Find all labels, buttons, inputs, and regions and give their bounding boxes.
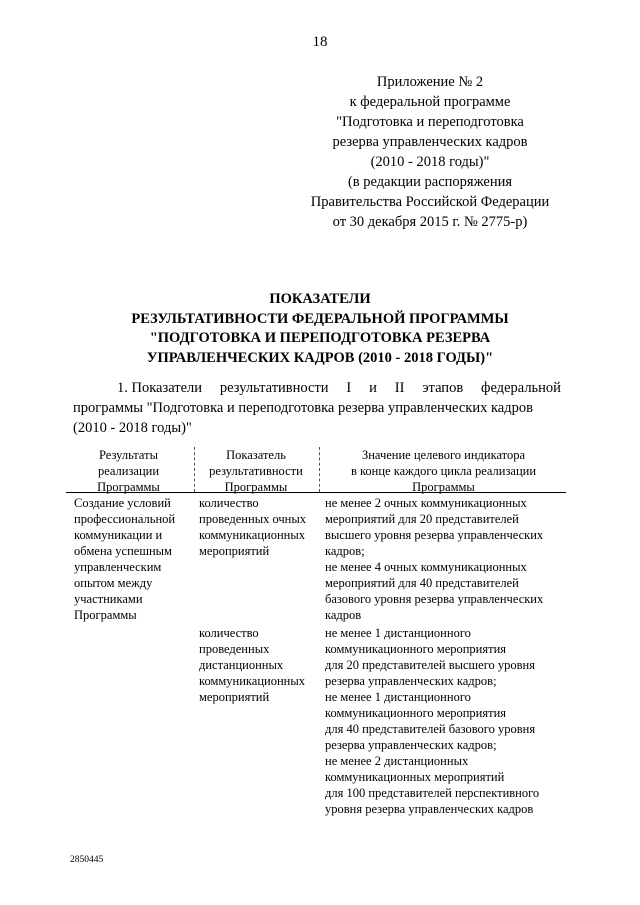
intro-word: этапов [422,380,464,396]
header-indicator [196,447,316,495]
cell-line: резерва управленческих кадров; [325,674,497,688]
cell-line: обмена успешным [74,544,172,558]
header-line: Значение целевого индикатора [361,448,526,462]
cell-line: коммуникационных [199,674,305,688]
intro-word: II [394,380,405,396]
intro-line-2: программы "Подготовка и переподготовка резерва управленческих кадров [73,400,533,416]
cell-line: базового уровня резерва управленческих [325,592,544,606]
cell-line: не менее 1 дистанционного [325,626,471,640]
cell-value [325,625,570,817]
intro-line-1 [73,378,561,398]
cell-line: кадров; [325,544,365,558]
cell-line: коммуникационных мероприятий [325,770,505,784]
cell-line: управленческим [74,560,162,574]
appendix-line: от 30 декабря 2015 г. № 2775-р) [332,214,528,230]
table-row [66,625,566,825]
cell-line: для 40 представителей базового уровня [325,722,536,736]
cell-result [74,495,194,623]
intro-word: результативности [219,380,329,396]
appendix-line: (в редакции распоряжения [347,174,513,190]
table-header [66,447,566,493]
cell-line: коммуникационного мероприятия [325,642,507,656]
header-line: Программы [224,480,288,494]
intro-word: и [369,380,377,396]
cell-line: резерва управленческих кадров; [325,738,497,752]
cell-line: не менее 2 очных коммуникационных [325,496,527,510]
appendix-line: Приложение № 2 [376,74,484,90]
header-target-value [321,447,566,495]
column-divider [319,447,320,492]
cell-line: для 20 представителей высшего уровня [325,658,535,672]
indicators-table [66,447,566,825]
page-number: 18 [312,34,328,50]
document-title [60,290,580,368]
header-line: Показатель [226,448,286,462]
cell-line: количество [199,496,259,510]
cell-line: мероприятий для 40 представителей [325,576,519,590]
cell-line: не менее 2 дистанционных [325,754,469,768]
cell-line: коммуникационных [199,528,305,542]
intro-word: федеральной [481,380,561,396]
cell-line: для 100 представителей перспективного [325,786,540,800]
cell-line: дистанционных [199,658,284,672]
cell-line: профессиональной [74,512,176,526]
cell-value [325,495,570,623]
header-line: Программы [412,480,475,494]
title-line: РЕЗУЛЬТАТИВНОСТИ ФЕДЕРАЛЬНОЙ ПРОГРАММЫ [131,310,509,327]
cell-line: мероприятий для 20 представителей [325,512,519,526]
cell-indicator [199,625,317,705]
header-line: результативности [209,464,303,478]
cell-line: проведенных очных [199,512,307,526]
cell-line: Программы [74,608,137,622]
cell-line: коммуникации и [74,528,163,542]
header-results [66,447,191,495]
header-line: Результаты [98,448,159,462]
appendix-line: (2010 - 2018 годы)" [370,154,490,170]
cell-line: кадров [325,608,362,622]
intro-word: I [346,380,352,396]
intro-line-3: (2010 - 2018 годы)" [73,420,192,436]
title-line: УПРАВЛЕНЧЕСКИХ КАДРОВ (2010 - 2018 ГОДЫ)" [146,349,494,366]
header-line: реализации [97,464,160,478]
appendix-line: Правительства Российской Федерации [310,194,550,210]
title-line: "ПОДГОТОВКА И ПЕРЕПОДГОТОВКА РЕЗЕРВА [149,330,491,346]
intro-word: 1. Показатели [117,380,203,396]
cell-line: количество [199,626,259,640]
title-line: ПОКАЗАТЕЛИ [269,291,371,307]
cell-line: не менее 4 очных коммуникационных [325,560,527,574]
cell-line: мероприятий [199,690,270,704]
header-line: Программы [97,480,160,494]
cell-line: коммуникационного мероприятия [325,706,507,720]
cell-indicator [199,495,317,559]
appendix-line: "Подготовка и переподготовка [336,114,524,130]
cell-line: высшего уровня резерва управленческих [325,528,544,542]
header-line: в конце каждого цикла реализации [350,464,537,478]
column-divider [194,447,195,492]
appendix-line: резерва управленческих кадров [332,134,528,150]
cell-line: участниками [74,592,143,606]
table-row [66,495,566,625]
appendix-line: к федеральной программе [349,94,511,110]
cell-line: не менее 1 дистанционного [325,690,471,704]
intro-paragraph [73,378,561,438]
cell-line: уровня резерва управленческих кадров [325,802,534,816]
appendix-block [300,72,560,232]
footer-document-code: 2850445 [70,855,104,865]
cell-line: Создание условий [74,496,171,510]
cell-line: мероприятий [199,544,270,558]
cell-line: опытом между [74,576,153,590]
cell-line: проведенных [199,642,270,656]
